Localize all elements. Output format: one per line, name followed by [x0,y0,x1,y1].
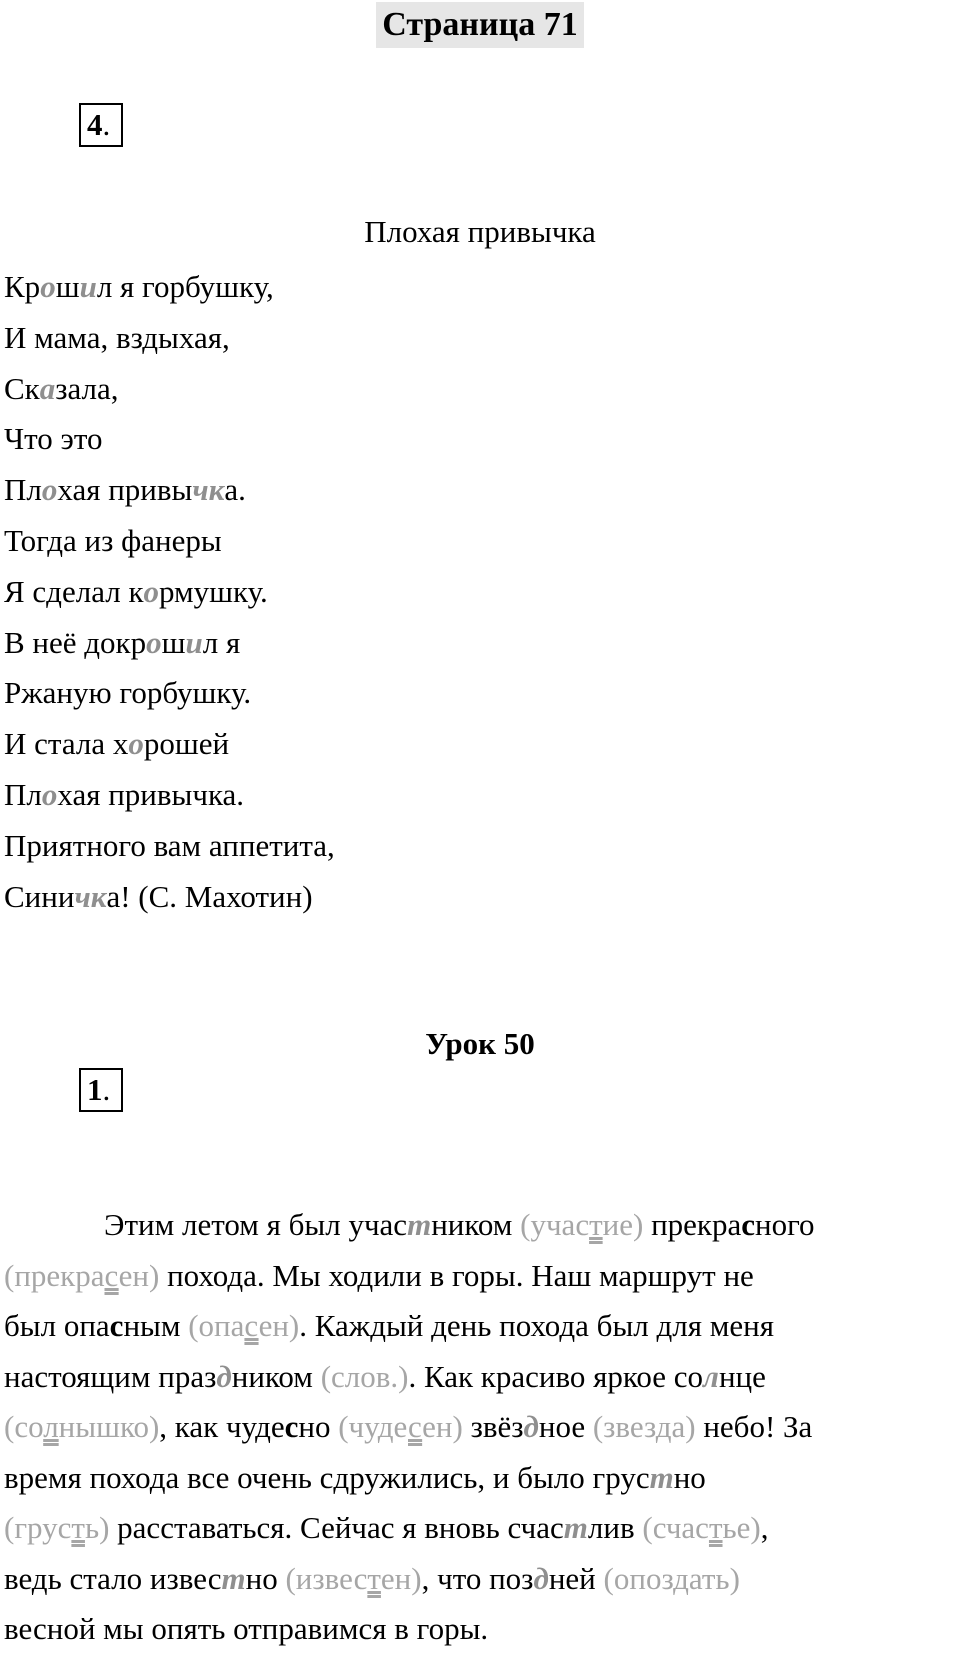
text-segment: рмушку. [159,573,268,609]
text-segment: звёз [462,1409,524,1444]
text-segment: Что это [4,421,103,457]
text-segment: нце [718,1358,766,1394]
check-word-underlined-letter: т [367,1560,381,1596]
text-segment: л я [202,624,241,660]
bold-letter: с [284,1409,299,1444]
check-word: ие) [602,1207,644,1242]
bold-letter: с [109,1308,124,1343]
exercise-number: 4 [87,107,103,142]
text-segment: . Как красиво яркое со [408,1358,704,1394]
poem-line [4,719,335,770]
text-segment: И мама, вздыхая, [4,319,230,355]
poem-line [4,821,335,872]
check-word: (чуде [338,1409,408,1444]
text-segment: ш [55,269,80,304]
text-segment: похода. Мы ходили в горы. Наш маршрут не [159,1257,754,1293]
text-segment: ником [231,1358,321,1394]
highlighted-letter: л [703,1358,719,1394]
paragraph-line [4,1352,956,1403]
text-segment: Тогда из фанеры [4,522,222,558]
highlighted-letter: чк [192,472,225,508]
highlighted-letter: о [41,472,58,508]
text-segment: лив [587,1510,643,1545]
paragraph-line [4,1200,956,1251]
highlighted-letter: т [649,1459,674,1495]
check-word: (счас [642,1510,709,1545]
text-segment: но [245,1560,286,1596]
text-segment: , что поз [421,1560,534,1596]
text-segment: небо! За [695,1409,813,1444]
poem-line [4,465,335,516]
text-segment: зала, [55,370,119,406]
poem-line [4,516,335,567]
check-word: (прекра [4,1257,105,1293]
text-segment: Пл [4,776,42,812]
exercise-text [4,1200,956,1655]
check-word: ен) [118,1257,160,1293]
highlighted-letter: д [533,1560,549,1596]
text-segment: ней [548,1560,604,1596]
text-segment: , [760,1510,769,1545]
text-segment: был опа [4,1308,110,1343]
check-word-underlined-letter: д [655,1409,672,1444]
check-word: (звез [592,1409,656,1444]
highlighted-letter: а [39,370,56,406]
paragraph-line [4,1554,956,1605]
page-title: Страница 71 [376,2,583,48]
check-word: (грус [4,1510,72,1545]
text-segment: а. [224,472,246,508]
text-segment: . Каждый день похода был для меня [299,1308,774,1343]
text-segment: ное [538,1409,593,1444]
text-segment: ного [755,1207,815,1242]
check-word: (учас [520,1207,590,1242]
highlighted-letter: д [523,1409,539,1444]
paragraph-line [4,1402,956,1453]
poem-line [4,618,335,669]
check-word: (слов.) [320,1358,409,1394]
poem-line [4,668,335,719]
paragraph-line [4,1503,956,1554]
bold-letter: с [741,1207,756,1242]
check-word-underlined-letter: л [43,1409,59,1444]
poem-line [4,414,335,465]
poem-line [4,770,335,821]
page-header [0,2,960,48]
highlighted-letter: чк [74,878,107,914]
paragraph-line [4,1301,956,1352]
text-segment: л я горбушку, [96,269,274,304]
text-segment: Кр [4,269,41,304]
highlighted-letter: о [146,624,162,660]
check-word-underlined-letter: т [589,1207,603,1242]
check-word: (со [4,1409,44,1444]
highlighted-letter: т [563,1510,588,1545]
paragraph-line [4,1251,956,1302]
text-segment: настоящим праз [4,1358,217,1394]
text-segment: время похода все очень сдружились, и было грус [4,1459,650,1495]
text-segment: ведь стало извес [4,1560,222,1596]
highlighted-letter: д [216,1358,232,1394]
text-segment: И стала х [4,726,129,762]
check-word: (опоз [603,1560,674,1596]
check-word-underlined-letter: т [71,1510,85,1545]
exercise-number-box [79,103,123,147]
text-segment: ником [431,1207,521,1242]
check-word-underlined-letter: с [244,1308,259,1343]
exercise-number-dot: . [102,107,111,142]
exercise-number-dot: . [102,1072,111,1107]
highlighted-letter: о [128,726,144,762]
exercise-number-box [79,1068,123,1112]
check-word-underlined-letter: т [708,1510,723,1545]
paragraph-line [4,1604,956,1655]
exercise-number: 1 [87,1072,103,1107]
text-segment: Ржаную горбушку. [4,675,252,711]
check-word: нышко) [58,1409,160,1444]
text-segment: ш [161,624,186,660]
check-word: (опа [188,1308,245,1343]
poem [4,262,335,922]
poem-line [4,313,335,364]
check-word: ать) [688,1560,740,1596]
poem-line [4,262,335,313]
poem-line [4,364,335,415]
highlighted-letter: о [41,776,58,812]
text-segment: хая привы [57,472,193,508]
check-word: ен) [380,1560,422,1596]
poem-line [4,872,335,923]
highlighted-letter: и [79,269,97,304]
text-segment: но [298,1409,339,1444]
lesson-title: Урок 50 [425,1026,535,1061]
highlighted-letter: т [221,1560,246,1596]
text-segment: а! (С. Махотин) [106,878,313,914]
text-segment: Приятного вам аппетита, [4,827,335,863]
text-segment: Я сделал к [4,573,144,609]
text-segment: Пл [4,472,42,508]
highlighted-letter: о [40,269,56,304]
check-word: (извес [285,1560,368,1596]
poem-title: Плохая привычка [364,214,596,249]
check-word: ь) [84,1510,110,1545]
text-segment: хая привычка. [57,776,245,812]
poem-line [4,567,335,618]
check-word-underlined-letter: д [673,1560,689,1596]
text-segment: , как чуде [159,1409,285,1444]
text-segment: прекра [643,1207,742,1242]
check-word: ен) [422,1409,463,1444]
text-segment: но [673,1459,706,1495]
text-segment: рошей [143,726,230,762]
text-segment: В неё докр [4,624,147,660]
text-segment: весной мы опять отправимся в горы. [4,1611,489,1646]
paragraph-line [4,1453,956,1504]
text-segment: Ск [4,370,40,406]
check-word: ье) [722,1510,761,1545]
text-segment: Этим летом я был учас [104,1207,408,1242]
check-word: ен) [258,1308,300,1343]
check-word: а) [671,1409,696,1444]
check-word-underlined-letter: с [104,1257,119,1293]
highlighted-letter: о [143,573,159,609]
text-segment: Сини [4,878,75,914]
check-word-underlined-letter: с [408,1409,423,1444]
text-segment: ным [123,1308,189,1343]
highlighted-letter: и [185,624,203,660]
text-segment: расставаться. Сейчас я вновь счас [109,1510,564,1545]
highlighted-letter: т [407,1207,432,1242]
